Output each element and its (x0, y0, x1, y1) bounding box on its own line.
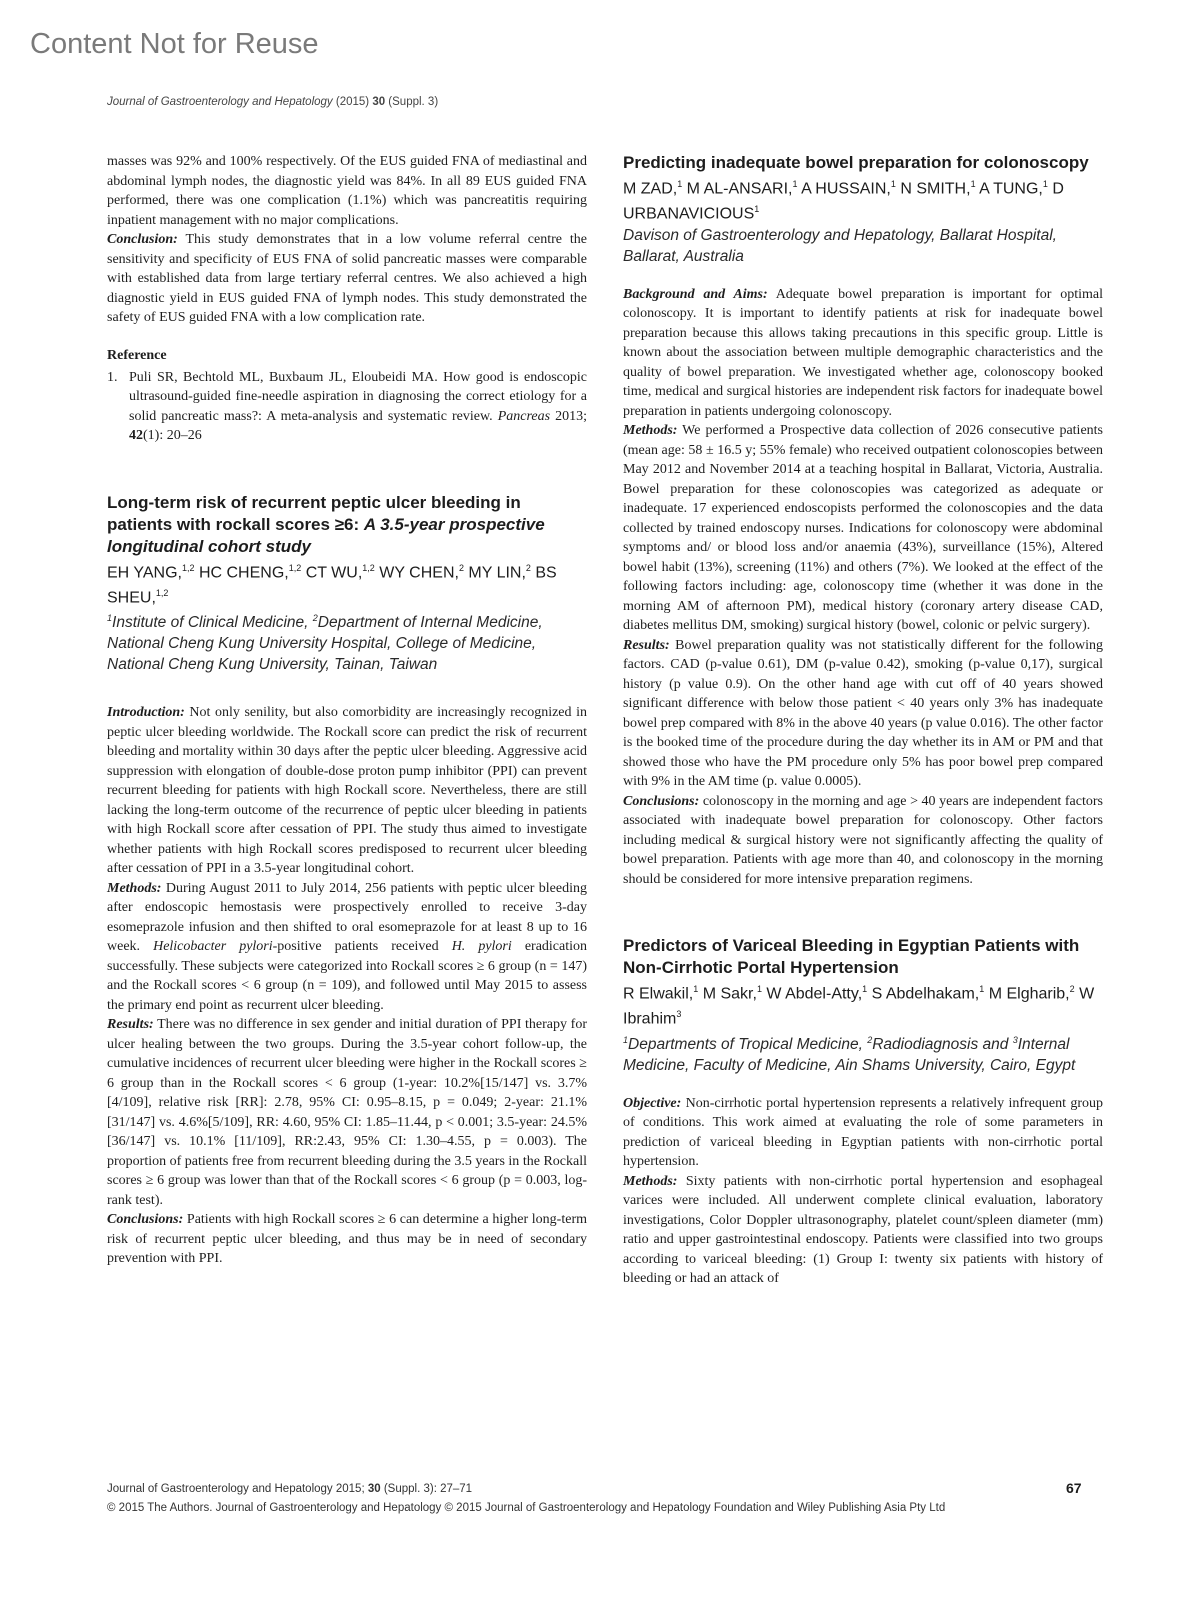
methods-label: Methods: (107, 880, 162, 896)
conclusion-label: Conclusion: (107, 232, 178, 247)
running-head-volume: 30 (372, 96, 386, 108)
author-list (623, 174, 1103, 225)
author-name: M Sakr, (698, 985, 757, 1003)
conclusion-text: This study demonstrates that in a low volume referral centre the sensitivity and specificity of EUS FNA of solid pancreatic masses were comparable with established data from large tertiary referral centres. We also achieved a high diagnostic yield in EUS guided FNA of lymph nodes. This study demonstrated the safety of EUS guided FNA with a low complication rate. (107, 232, 587, 325)
running-head-year: (2015) (332, 96, 373, 108)
methods-paragraph (107, 879, 587, 1016)
author-name: EH YANG, (107, 563, 182, 581)
abstract-title: Predictors of Variceal Bleeding in Egyptian Patients with Non-Cirrhotic Portal Hypertension (623, 936, 1080, 978)
methods-paragraph (623, 1172, 1103, 1289)
running-head-suppl: (Suppl. 3) (385, 96, 439, 108)
running-head-journal: Journal of Gastroenterology and Hepatology (107, 96, 333, 108)
affil-text-3: Internal Medicine, Faculty of Medicine, Ain Shams University, Cairo, Egypt (623, 1035, 1076, 1074)
author-name: R Elwakil, (623, 985, 694, 1003)
conclusions-label: Conclusions: (107, 1212, 184, 1228)
author-affiliation-sup: 1 (756, 984, 762, 995)
conclusions-label: Conclusions: (623, 793, 700, 809)
background-text: Adequate bowel preparation is important for optimal colonoscopy. It is important to identify patients at risk for inadequate bowel preparation because this allows taking precautions in this specific group. Little is known about the association between multiple demographic characteristics and the quality of bowel preparation. We investigated whether age, colonoscopy booked time, medical and surgical histories are independent risk factors for inadequate bowel preparation in patients undergoing colonoscopy. (623, 286, 1103, 419)
abstract-title (107, 492, 587, 558)
affil-text-2: Department of Internal Medicine, National Cheng Kung University Hospital, College of Medicine, National Cheng Kung University, Tainan, Taiwan (107, 614, 543, 674)
introduction-label: Introduction: (107, 705, 185, 721)
objective-text: Non-cirrhotic portal hypertension represents a relatively infrequent group of conditions. This work aimed at evaluating the role of some parameters in prediction of variceal bleeding in Egyptian patients with non-cirrhotic portal hypertension. (623, 1095, 1103, 1170)
abstract-title-main: Long-term risk of recurrent peptic ulcer bleeding in patients with rockall scores ≥6: (107, 492, 521, 534)
background-paragraph (623, 285, 1103, 422)
author-name: M ZAD, (623, 180, 678, 198)
affiliation: Davison of Gastroenterology and Hepatology, Ballarat Hospital, Ballarat, Australia (623, 226, 1057, 265)
author-affiliation-sup: 1,2 (181, 562, 195, 573)
affiliation (107, 608, 587, 675)
author-affiliation-sup: 1 (979, 984, 985, 995)
results-text: There was no difference in sex gender and initial duration of PPI therapy for ulcer healing between the two groups. During the 3.5-year cohort follow-up, the cumulative incidences of recurrent ulcer bleeding were higher in the Rockall scores ≥ 6 group than in the Rockall scores < 6 group (1-year: 10.2%[15/147] vs. 3.7%[4/109], relative risk [RR]: 2.78, 95% CI: 0.95–8.15, p = 0.049; 2-year: 21.1% [31/147] vs. 4.6%[5/109], RR: 4.60, 95% CI: 1.85–11.44, p < 0.001; 3.5-year: 24.5% [36/147] vs. 10.1% [11/109], RR:2.43, 95% CI: 1.30–4.55, p = 0.003). The proportion of patients free from recurrent bleeding during the 3.5 years in the Rockall scores ≥ 6 group was lower than that of the Rockall scores < 6 group (p = 0.003, log-rank test). (107, 1017, 587, 1208)
conclusions-text: Patients with high Rockall scores ≥ 6 can determine a higher long-term risk of recurrent peptic ulcer bleeding, and thus may be in need of secondary prevention with PPI. (107, 1212, 587, 1267)
footer-suppl: (Suppl. 3): 27–71 (380, 1483, 473, 1495)
footer-copyright: © 2015 The Authors. Journal of Gastroenterology and Hepatology © 2015 Journal of Gastroenterology and Hepatology Foundation and Wiley Publishing Asia Pty Ltd (107, 1502, 946, 1514)
author-name: W Abdel-Atty, (761, 985, 863, 1003)
affil-sup-2: 2 (867, 1034, 873, 1045)
author-name: N SMITH, (895, 180, 971, 198)
continuation-paragraph: masses was 92% and 100% respectively. Of the EUS guided FNA of mediastinal and abdominal lymph nodes, the diagnostic yield was 84%. In all 89 EUS guided FNA performed, there was one complication (1.1%) which was pancreatitis requiring inpatient management with no major complications. (107, 154, 587, 228)
author-name: MY LIN, (463, 563, 526, 581)
affil-text-1: Institute of Clinical Medicine, (112, 614, 313, 632)
author-affiliation-sup: 2 (458, 562, 464, 573)
methods-label: Methods: (623, 1173, 678, 1189)
abstract-bowel-preparation (623, 152, 1103, 889)
affil-sup-1: 1 (107, 613, 113, 624)
author-affiliation-sup: 1 (754, 204, 760, 215)
methods-paragraph (623, 421, 1103, 636)
author-name: BS SHEU, (107, 563, 557, 607)
right-column (623, 152, 1103, 1289)
affil-sup-3: 3 (1012, 1034, 1018, 1045)
methods-label: Methods: (623, 423, 678, 439)
methods-species-1: Helicobacter pylori (153, 939, 273, 955)
abstract-variceal-bleeding (623, 935, 1103, 1289)
affil-sup-2: 2 (312, 613, 318, 624)
reference-text (129, 368, 587, 446)
author-affiliation-sup: 1 (792, 179, 798, 189)
author-affiliation-sup: 1 (1042, 179, 1048, 189)
author-affiliation-sup: 1 (677, 179, 683, 189)
author-affiliation-sup: 1 (970, 179, 976, 189)
author-list (107, 558, 587, 609)
author-affiliation-sup: 1,2 (362, 562, 375, 573)
author-name: A HUSSAIN, (797, 180, 891, 198)
affiliation (623, 1030, 1103, 1076)
author-affiliation-sup: 1 (693, 984, 699, 995)
reference-heading: Reference (107, 347, 167, 363)
methods-species-2: H. pylori (451, 939, 512, 955)
footer-citation (107, 1483, 472, 1495)
reference-year: 2013; (550, 408, 588, 424)
objective-paragraph (623, 1094, 1103, 1172)
reference-citation: Puli SR, Bechtold ML, Buxbaum JL, Eloubeidi MA. How good is endoscopic ultrasound-guided fine-needle aspiration in diagnosing the correct etiology for a solid pancreatic mass?: A meta-analysis and systematic review. (129, 369, 587, 424)
author-name: CT WU, (301, 563, 363, 581)
author-name: HC CHENG, (194, 563, 289, 581)
methods-text-2: -positive patients received (272, 939, 452, 955)
abstract-title: Predicting inadequate bowel preparation for colonoscopy (623, 153, 1089, 172)
author-name: D URBANAVICIOUS (623, 180, 1064, 223)
footer-volume: 30 (367, 1483, 381, 1495)
affil-sup-1: 1 (623, 1034, 629, 1045)
page-number: 67 (1066, 1480, 1082, 1496)
author-name: A TUNG, (975, 180, 1043, 198)
results-label: Results: (107, 1017, 154, 1033)
reference-volume: 42 (129, 428, 143, 443)
footer-journal: Journal of Gastroenterology and Hepatology 2015; (107, 1483, 368, 1495)
conclusions-text: colonoscopy in the morning and age > 40 years are independent factors associated with inadequate bowel preparation for colonoscopy. Other factors including medical & surgical history were not significantly affecting the quality of bowel preparation. Patients with age more than 40, and colonoscopy in the morning should be considered for more intensive preparation regimens. (623, 793, 1103, 887)
background-label: Background and Aims: (623, 286, 768, 302)
results-text: Bowel preparation quality was not statistically different for the following factors. CAD (p-value 0.61), DM (p-value 0.42), smoking (p-value 0,17), surgical history (p value 0.9). On the other hand age with cut off of 40 years showed significant difference with below those patient < 40 years only 3% has inadequate bowel prep compared with 8% in the above 40 years (p value 0.016). The other factor is the booked time of the procedure during the day whether its in AM or PM and that showed those who have the PM procedure only 5% has poor bowel prep compared with 9% in the AM time (p. value 0.0005). (623, 637, 1103, 790)
abstract-title-sub: A 3.5-year prospective longitudinal cohort study (107, 514, 545, 556)
author-name: W Ibrahim (623, 985, 1095, 1028)
author-affiliation-sup: 3 (676, 1009, 682, 1020)
reference-number: 1. (107, 369, 118, 385)
conclusions-paragraph (623, 792, 1103, 890)
results-paragraph (623, 636, 1103, 792)
author-name: S Abdelhakam, (867, 985, 980, 1003)
results-paragraph (107, 1015, 587, 1210)
watermark: Content Not for Reuse (30, 28, 319, 60)
introduction-text: Not only senility, but also comorbidity are increasingly recognized in peptic ulcer bleeding worldwide. The Rockall score can predict the risk of recurrent bleeding and mortality within 30 days after the peptic ulcer bleeding. Aggressive acid suppression with elongation of double-dose proton pump inhibitor (PPI) can prevent recurrent bleeding for patients with high Rockall score. Nevertheless, there are still lacking the long-term outcome of the recurrence of peptic ulcer bleeding in patients with high Rockall score after cessation of PPI. The study thus aimed to investigate whether patients with high Rockall scores predisposed to recurrent ulcer bleeding after cessation of PPI in a 3.5-year longitudinal cohort. (107, 705, 587, 877)
author-list (623, 979, 1103, 1030)
affil-text-1: Departments of Tropical Medicine, (628, 1035, 868, 1053)
objective-label: Objective: (623, 1095, 682, 1111)
methods-text: Sixty patients with non-cirrhotic portal hypertension and esophageal varices were included. All underwent complete clinical evaluation, laboratory investigations, Color Doppler ultrasonography, platelet count/spleen diameter (mm) ratio and upper gastrointestinal endoscopy. Patients were classified into two groups according to variceal bleeding: (1) Group I: twenty six patients with history of bleeding or had an attack of (623, 1173, 1103, 1287)
reference-item (107, 368, 587, 446)
author-affiliation-sup: 1 (862, 984, 868, 995)
conclusions-paragraph (107, 1210, 587, 1269)
abstract-peptic-ulcer (107, 492, 587, 1269)
author-name: WY CHEN, (374, 563, 459, 581)
methods-text-1: During August 2011 to July 2014, 256 patients with peptic ulcer bleeding after endoscopic hemostasis were prospectively enrolled to receive 3-day esomeprazole infusion and then shifted to oral esomeprazole for at least 8 up to 16 week. (107, 880, 587, 955)
methods-text-3: eradication successfully. These subjects were categorized into Rockall scores ≥ 6 group (n = 147) and the Rockall scores < 6 group (n = 109), and followed until May 2015 to assess the primary end point as recurrent ulcer bleeding. (107, 939, 587, 1013)
reference-journal: Pancreas (497, 408, 551, 424)
affil-text-2: Radiodiagnosis and (872, 1035, 1013, 1053)
conclusion-paragraph (107, 230, 587, 328)
introduction-paragraph (107, 703, 587, 879)
results-label: Results: (623, 637, 670, 653)
left-column (107, 152, 587, 1269)
methods-text: We performed a Prospective data collection of 2026 consecutive patients (mean age: 58 ± 16.5 y; 55% female) who received outpatient colonoscopies between May 2012 and November 2014 at a teaching hospital in Ballarat, Victoria, Australia. Bowel preparation for these colonoscopies was categorized as adequate or inadequate. 17 experienced endoscopists performed the colonoscopies and the data collected by trained endoscopy nurses. Indications for colonoscopy were abdominal symptoms and/ or blood loss and/or anaemia (43%), surveillance (15%), Altered bowel habit (13%), screening (11%) and others (7%). We looked at the effect of the following factors including: age, colonoscopy time (whether it was done in the morning AM of afternoon PM), medical history (coronary artery disease CAD, diabetes mellitus DM, smoking) surgical history (bowel, colonic or pelvic surgery). (623, 423, 1103, 634)
author-affiliation-sup: 1,2 (155, 587, 169, 598)
reference-pages: (1): 20–26 (143, 428, 202, 443)
author-affiliation-sup: 1,2 (288, 562, 302, 573)
running-head (107, 96, 438, 108)
author-affiliation-sup: 2 (525, 562, 531, 573)
author-affiliation-sup: 2 (1069, 984, 1075, 995)
author-affiliation-sup: 1 (890, 179, 896, 189)
author-name: M AL-ANSARI, (682, 180, 793, 198)
author-name: M Elgharib, (984, 985, 1070, 1003)
